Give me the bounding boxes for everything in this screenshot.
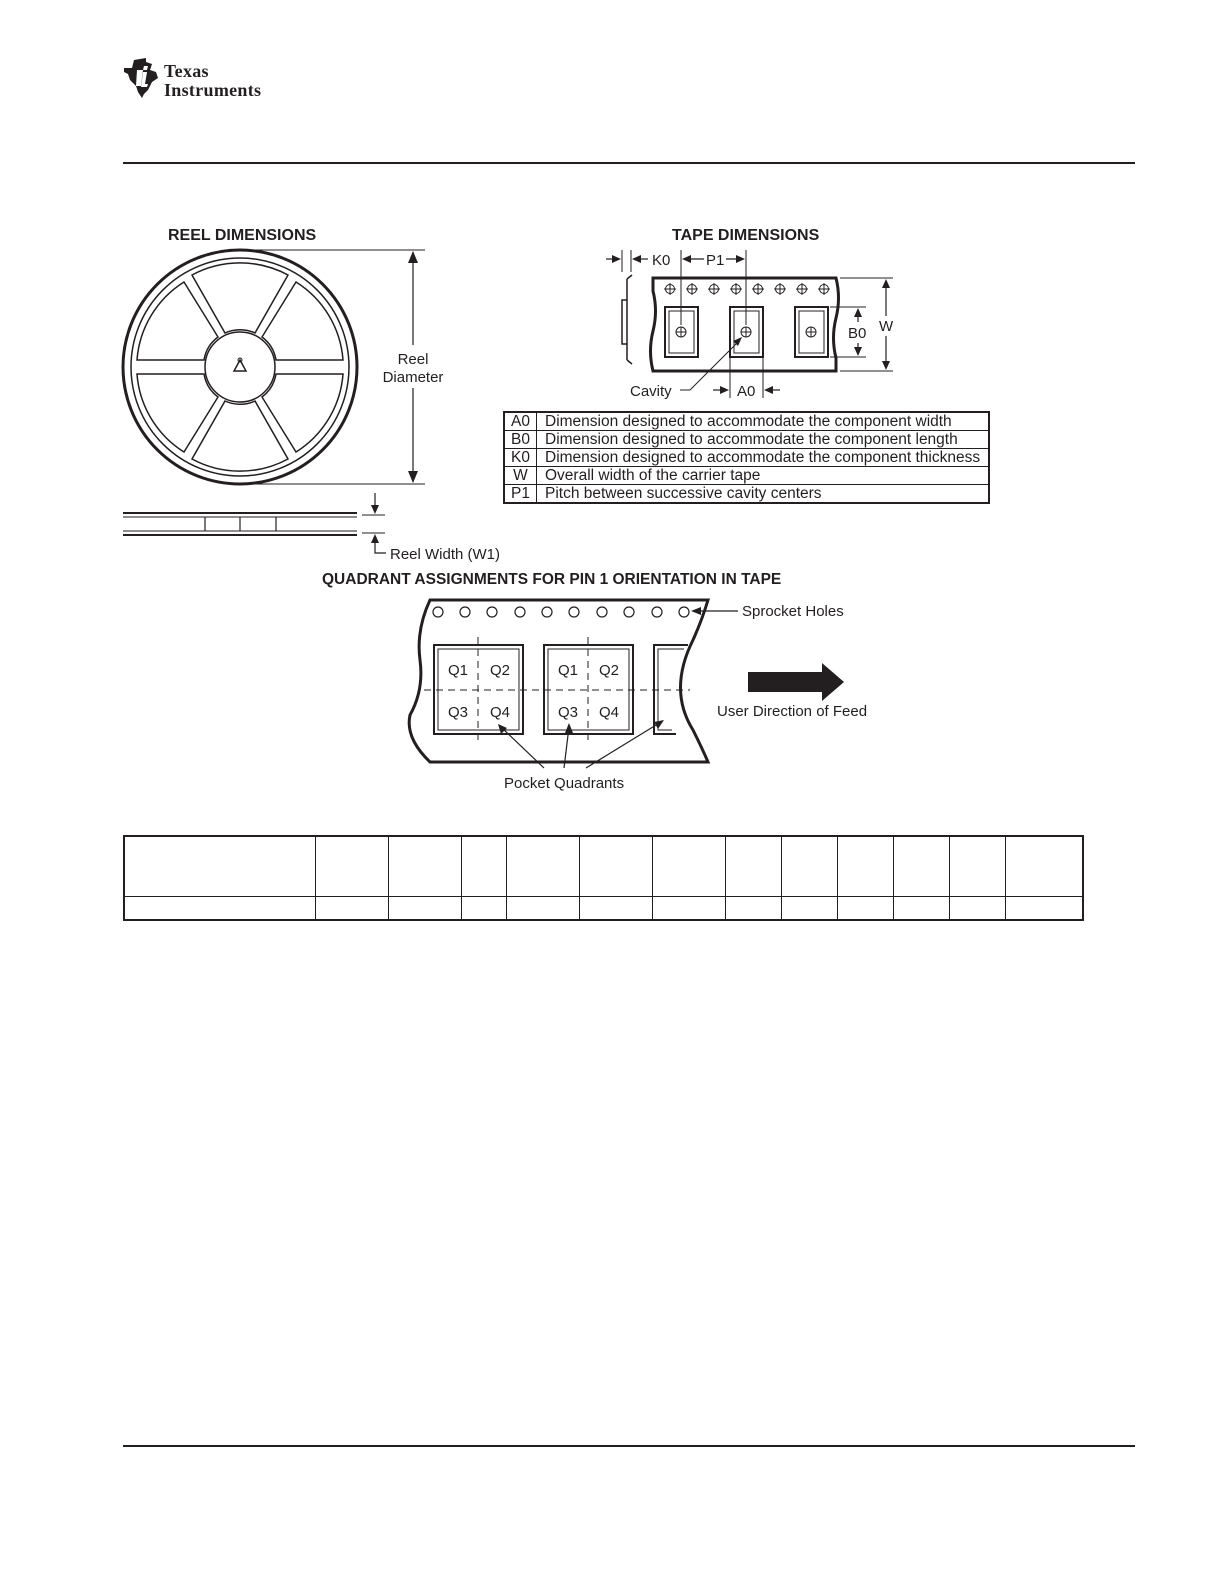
tape-k0-label: K0	[652, 252, 671, 269]
tape-legend-table	[503, 411, 990, 504]
legend-code: K0	[504, 449, 537, 467]
tape-title: TAPE DIMENSIONS	[672, 227, 820, 244]
pocket1-q1: Q1	[447, 662, 469, 679]
tape-drawing	[622, 275, 839, 371]
legend-desc: Overall width of the carrier tape	[537, 467, 990, 485]
table-header-cell	[838, 836, 894, 896]
table-header-cell	[389, 836, 462, 896]
pocket-quadrants-label: Pocket Quadrants	[504, 775, 625, 792]
legend-desc: Pitch between successive cavity centers	[537, 485, 990, 504]
legend-row	[504, 431, 989, 449]
quadrant-leaders	[498, 607, 738, 768]
logo-text-line2: Instruments	[164, 80, 262, 100]
tape-dimension-markers	[606, 250, 893, 398]
package-materials-table	[123, 835, 1084, 921]
legend-code: W	[504, 467, 537, 485]
table-cell	[838, 896, 894, 920]
table-cell	[507, 896, 580, 920]
legend-row	[504, 412, 989, 431]
table-cell	[389, 896, 462, 920]
table-header-cell	[894, 836, 950, 896]
quadrant-tape-drawing	[409, 600, 708, 762]
table-header-cell	[316, 836, 389, 896]
tape-b0-label: B0	[848, 325, 867, 342]
legend-code: A0	[504, 412, 537, 431]
table-header-cell	[1006, 836, 1084, 896]
pocket1-q2: Q2	[489, 662, 511, 679]
legend-row	[504, 449, 989, 467]
tape-a0-label: A0	[737, 383, 756, 400]
table-cell	[124, 896, 316, 920]
tape-cavity-label: Cavity	[630, 383, 672, 400]
pocket2-q2: Q2	[598, 662, 620, 679]
table-header-cell	[653, 836, 726, 896]
table-header-cell	[950, 836, 1006, 896]
table-cell	[580, 896, 653, 920]
legend-code: P1	[504, 485, 537, 504]
legend-row	[504, 467, 989, 485]
legend-row	[504, 485, 989, 504]
feed-direction-label: User Direction of Feed	[717, 703, 868, 720]
table-header-cell	[507, 836, 580, 896]
reel-diameter-label-1: Reel	[397, 351, 429, 368]
sprocket-holes-label: Sprocket Holes	[742, 603, 844, 620]
table-cell	[316, 896, 389, 920]
quadrant-title: QUADRANT ASSIGNMENTS FOR PIN 1 ORIENTATION IN TAPE	[322, 571, 782, 588]
tape-p1-label: P1	[706, 252, 725, 269]
pocket1-q4: Q4	[489, 704, 511, 721]
tape-w-label: W	[879, 318, 894, 335]
legend-desc: Dimension designed to accommodate the component thickness	[537, 449, 990, 467]
table-cell	[726, 896, 782, 920]
pocket2-q3: Q3	[557, 704, 579, 721]
table-row	[124, 896, 1083, 920]
legend-desc: Dimension designed to accommodate the component width	[537, 412, 990, 431]
table-cell	[1006, 896, 1084, 920]
legend-desc: Dimension designed to accommodate the component length	[537, 431, 990, 449]
table-cell	[950, 896, 1006, 920]
table-cell	[462, 896, 507, 920]
table-header-row	[124, 836, 1083, 896]
reel-drawing	[123, 250, 357, 484]
feed-direction-arrow-icon	[748, 663, 844, 701]
reel-side-view	[123, 493, 386, 553]
legend-code: B0	[504, 431, 537, 449]
table-header-cell	[580, 836, 653, 896]
reel-width-label: Reel Width (W1)	[390, 546, 501, 563]
table-header-cell	[726, 836, 782, 896]
reel-title: REEL DIMENSIONS	[168, 227, 317, 244]
table-header-cell	[124, 836, 316, 896]
logo-text-line1: Texas	[164, 61, 209, 81]
reel-diameter-label-2: Diameter	[382, 369, 444, 386]
table-cell	[782, 896, 838, 920]
pocket2-q4: Q4	[598, 704, 620, 721]
table-cell	[894, 896, 950, 920]
footer-rule	[123, 1445, 1135, 1447]
table-header-cell	[782, 836, 838, 896]
pocket2-q1: Q1	[557, 662, 579, 679]
table-cell	[653, 896, 726, 920]
pocket1-q3: Q3	[447, 704, 469, 721]
table-header-cell	[462, 836, 507, 896]
